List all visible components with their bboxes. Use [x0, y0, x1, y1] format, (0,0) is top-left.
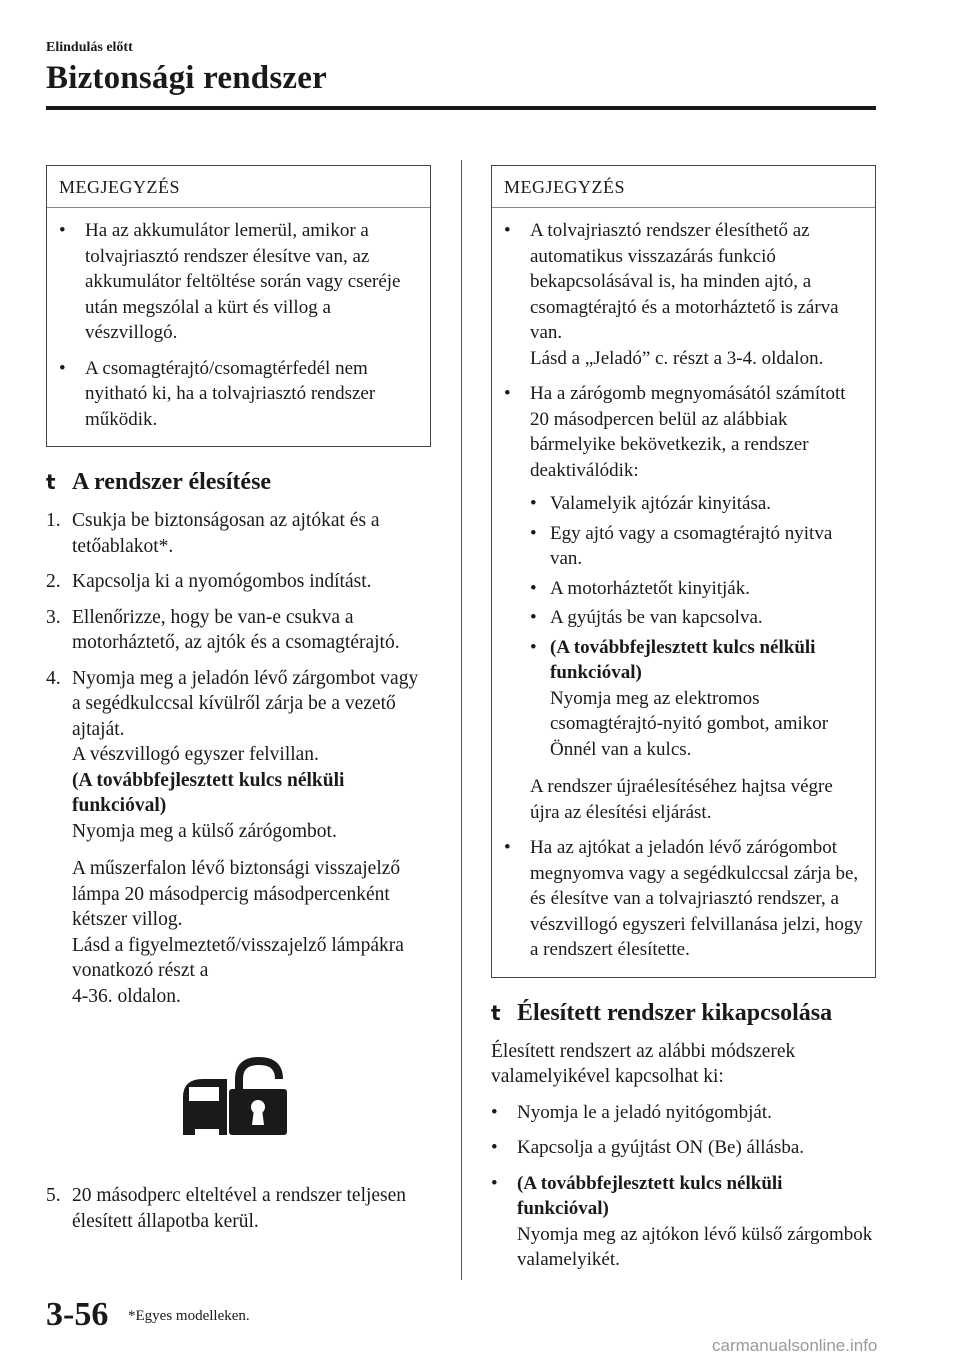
- sub-item-bold: (A továbbfejlesztett kulcs nélküli funkcióval): [550, 636, 816, 683]
- note-body: [492, 208, 875, 977]
- step-text: Ellenőrizze, hogy be van-e csukva a motorháztető, az ajtók és a csomagtérajtó.: [72, 606, 400, 653]
- left-column: [46, 165, 431, 1244]
- step-item: [46, 569, 431, 595]
- step-paragraph: A műszerfalon lévő biztonsági visszajelző lámpa 20 másodpercig másodpercenként kétszer villog. Lásd a figyelmeztető/visszajelző lámpákra vonatkozó részt a 4-36. oldalon.: [72, 858, 404, 1007]
- step-text: Nyomja meg a jeladón lévő zárgombot vagy a segédkulccsal kívülről zárja be a vezető ajtaját. A vészvillogó egyszer felvillan.: [72, 667, 419, 765]
- sub-item: [530, 491, 863, 517]
- bullet-icon: •: [504, 837, 511, 858]
- step-content: [72, 666, 431, 1010]
- small-bullet-icon: •: [530, 493, 537, 514]
- step-text-after: Nyomja meg a külső zárógombot.: [72, 820, 337, 842]
- step-item: [46, 508, 431, 559]
- step-number: 4.: [46, 667, 61, 689]
- method-item: [491, 1135, 876, 1161]
- bullet-icon: •: [504, 220, 511, 241]
- note-body: [47, 208, 430, 446]
- sub-item-text: Nyomja meg az elektromos csomagtérajtó-nyitó gombot, amikor Önnél van a kulcs.: [550, 687, 829, 760]
- sub-item-text: A gyújtás be van kapcsolva.: [550, 607, 763, 628]
- note-item-text: Ha a zárógomb megnyomásától számított 20 másodpercen belül az alábbiak bármelyike bekövetkezik, a rendszer deaktiválódik:: [530, 383, 846, 481]
- sub-item: [530, 576, 863, 602]
- footnote: *Egyes modelleken.: [128, 1308, 250, 1324]
- bullet-icon: •: [59, 357, 66, 379]
- step-number: 1.: [46, 510, 61, 531]
- sub-item-text: Egy ajtó vagy a csomagtérajtó nyitva van.: [550, 522, 833, 569]
- section-heading-text: A rendszer élesítése: [72, 469, 272, 495]
- small-bullet-icon: •: [530, 577, 537, 599]
- note-item-text: A csomagtérajtó/csomagtérfedél nem nyitható ki, ha a tolvajriasztó rendszer működik.: [85, 357, 376, 430]
- note-item: [504, 381, 863, 825]
- method-bold: (A továbbfejlesztett kulcs nélküli funkcióval): [517, 1172, 783, 1219]
- watermark: carmanualsonline.info: [712, 1336, 878, 1355]
- note-item: [504, 835, 863, 963]
- small-bullet-icon: •: [530, 607, 537, 628]
- sub-list: [530, 491, 863, 762]
- sub-item-content: [550, 635, 863, 763]
- column-divider: [461, 160, 462, 1280]
- section-heading-arming: [46, 469, 431, 496]
- step-item: [46, 1183, 431, 1234]
- sub-item: [530, 521, 863, 572]
- method-text: Nyomja le a jeladó nyitógombját.: [517, 1101, 772, 1123]
- step-number: 5.: [46, 1185, 61, 1206]
- step-text: Kapcsolja ki a nyomógombos indítást.: [72, 571, 372, 592]
- note-box-left: [46, 165, 431, 447]
- header-rule: [46, 106, 876, 110]
- method-content: [517, 1171, 876, 1273]
- bullet-icon: •: [491, 1101, 498, 1123]
- note-heading: MEGJEGYZÉS: [47, 166, 430, 208]
- bullet-icon: •: [504, 383, 511, 404]
- note-box-right: [491, 165, 876, 978]
- bullet-icon: •: [491, 1172, 498, 1194]
- bullet-icon: •: [59, 220, 66, 241]
- step-item: [46, 605, 431, 656]
- note-item-content: [530, 381, 863, 825]
- note-item: [59, 218, 418, 346]
- step-bold-note: (A továbbfejlesztett kulcs nélküli funkcióval): [72, 769, 345, 816]
- sub-item: [530, 605, 863, 631]
- method-text: Nyomja meg az ajtókon lévő külső zárgombok valamelyikét.: [517, 1223, 873, 1270]
- method-item: [491, 1100, 876, 1126]
- bullet-icon: •: [491, 1137, 498, 1158]
- section-marker-icon: t: [46, 470, 56, 494]
- note-item-text: A tolvajriasztó rendszer élesíthető az automatikus visszazárás funkció bekapcsolásával is, ha minden ajtó, a csomagtérajtó és a motorháztető is zárva van. Lásd a „Jeladó” c. részt a 3-4. oldalon.: [530, 220, 839, 369]
- step-text: 20 másodperc elteltével a rendszer teljesen élesített állapotba kerül.: [72, 1185, 407, 1232]
- note-item-text: Ha az ajtókat a jeladón lévő zárógombot megnyomva vagy a segédkulccsal zárja be, és élesítve van a tolvajriasztó rendszer, a vészvillogó egyszeri felvillanása jelzi, hogy a rendszert élesítette.: [530, 837, 863, 960]
- small-bullet-icon: •: [530, 522, 537, 544]
- method-item: [491, 1171, 876, 1273]
- note-heading: MEGJEGYZÉS: [492, 166, 875, 208]
- page-number: 3-56: [46, 1296, 109, 1333]
- note-item-text: Ha az akkumulátor lemerül, amikor a tolvajriasztó rendszer élesítve van, az akkumulátor feltöltése során vagy cseréje után megszólal a kürt és villog a vészvillogó.: [85, 220, 401, 343]
- section-heading-text: Élesített rendszer kikapcsolása: [517, 999, 833, 1026]
- page-title: Biztonsági rendszer: [46, 60, 327, 96]
- step-number: 2.: [46, 571, 61, 592]
- section-label: Elindulás előtt: [46, 40, 133, 55]
- section-heading-disarming: [491, 1000, 876, 1027]
- section-marker-icon: t: [491, 1000, 501, 1025]
- method-text: Kapcsolja a gyújtást ON (Be) állásba.: [517, 1137, 805, 1158]
- sub-item-text: Valamelyik ajtózár kinyitása.: [550, 493, 772, 514]
- sub-item: [530, 635, 863, 763]
- note-item-text-after: A rendszer újraélesítéséhez hajtsa végre újra az élesítési eljárást.: [530, 776, 833, 823]
- step-number: 3.: [46, 606, 61, 628]
- sub-item-text: A motorháztetőt kinyitják.: [550, 577, 750, 599]
- small-bullet-icon: •: [530, 636, 537, 658]
- note-item: [59, 356, 418, 433]
- step-text: Csukja be biztonságosan az ajtókat és a tetőablakot*.: [72, 510, 380, 557]
- security-indicator-icon: [181, 1057, 291, 1137]
- step-item: [46, 666, 431, 1010]
- note-item: [504, 218, 863, 371]
- right-column: [491, 165, 876, 1273]
- intro-paragraph: Élesített rendszert az alábbi módszerek valamelyikével kapcsolhat ki:: [491, 1040, 796, 1087]
